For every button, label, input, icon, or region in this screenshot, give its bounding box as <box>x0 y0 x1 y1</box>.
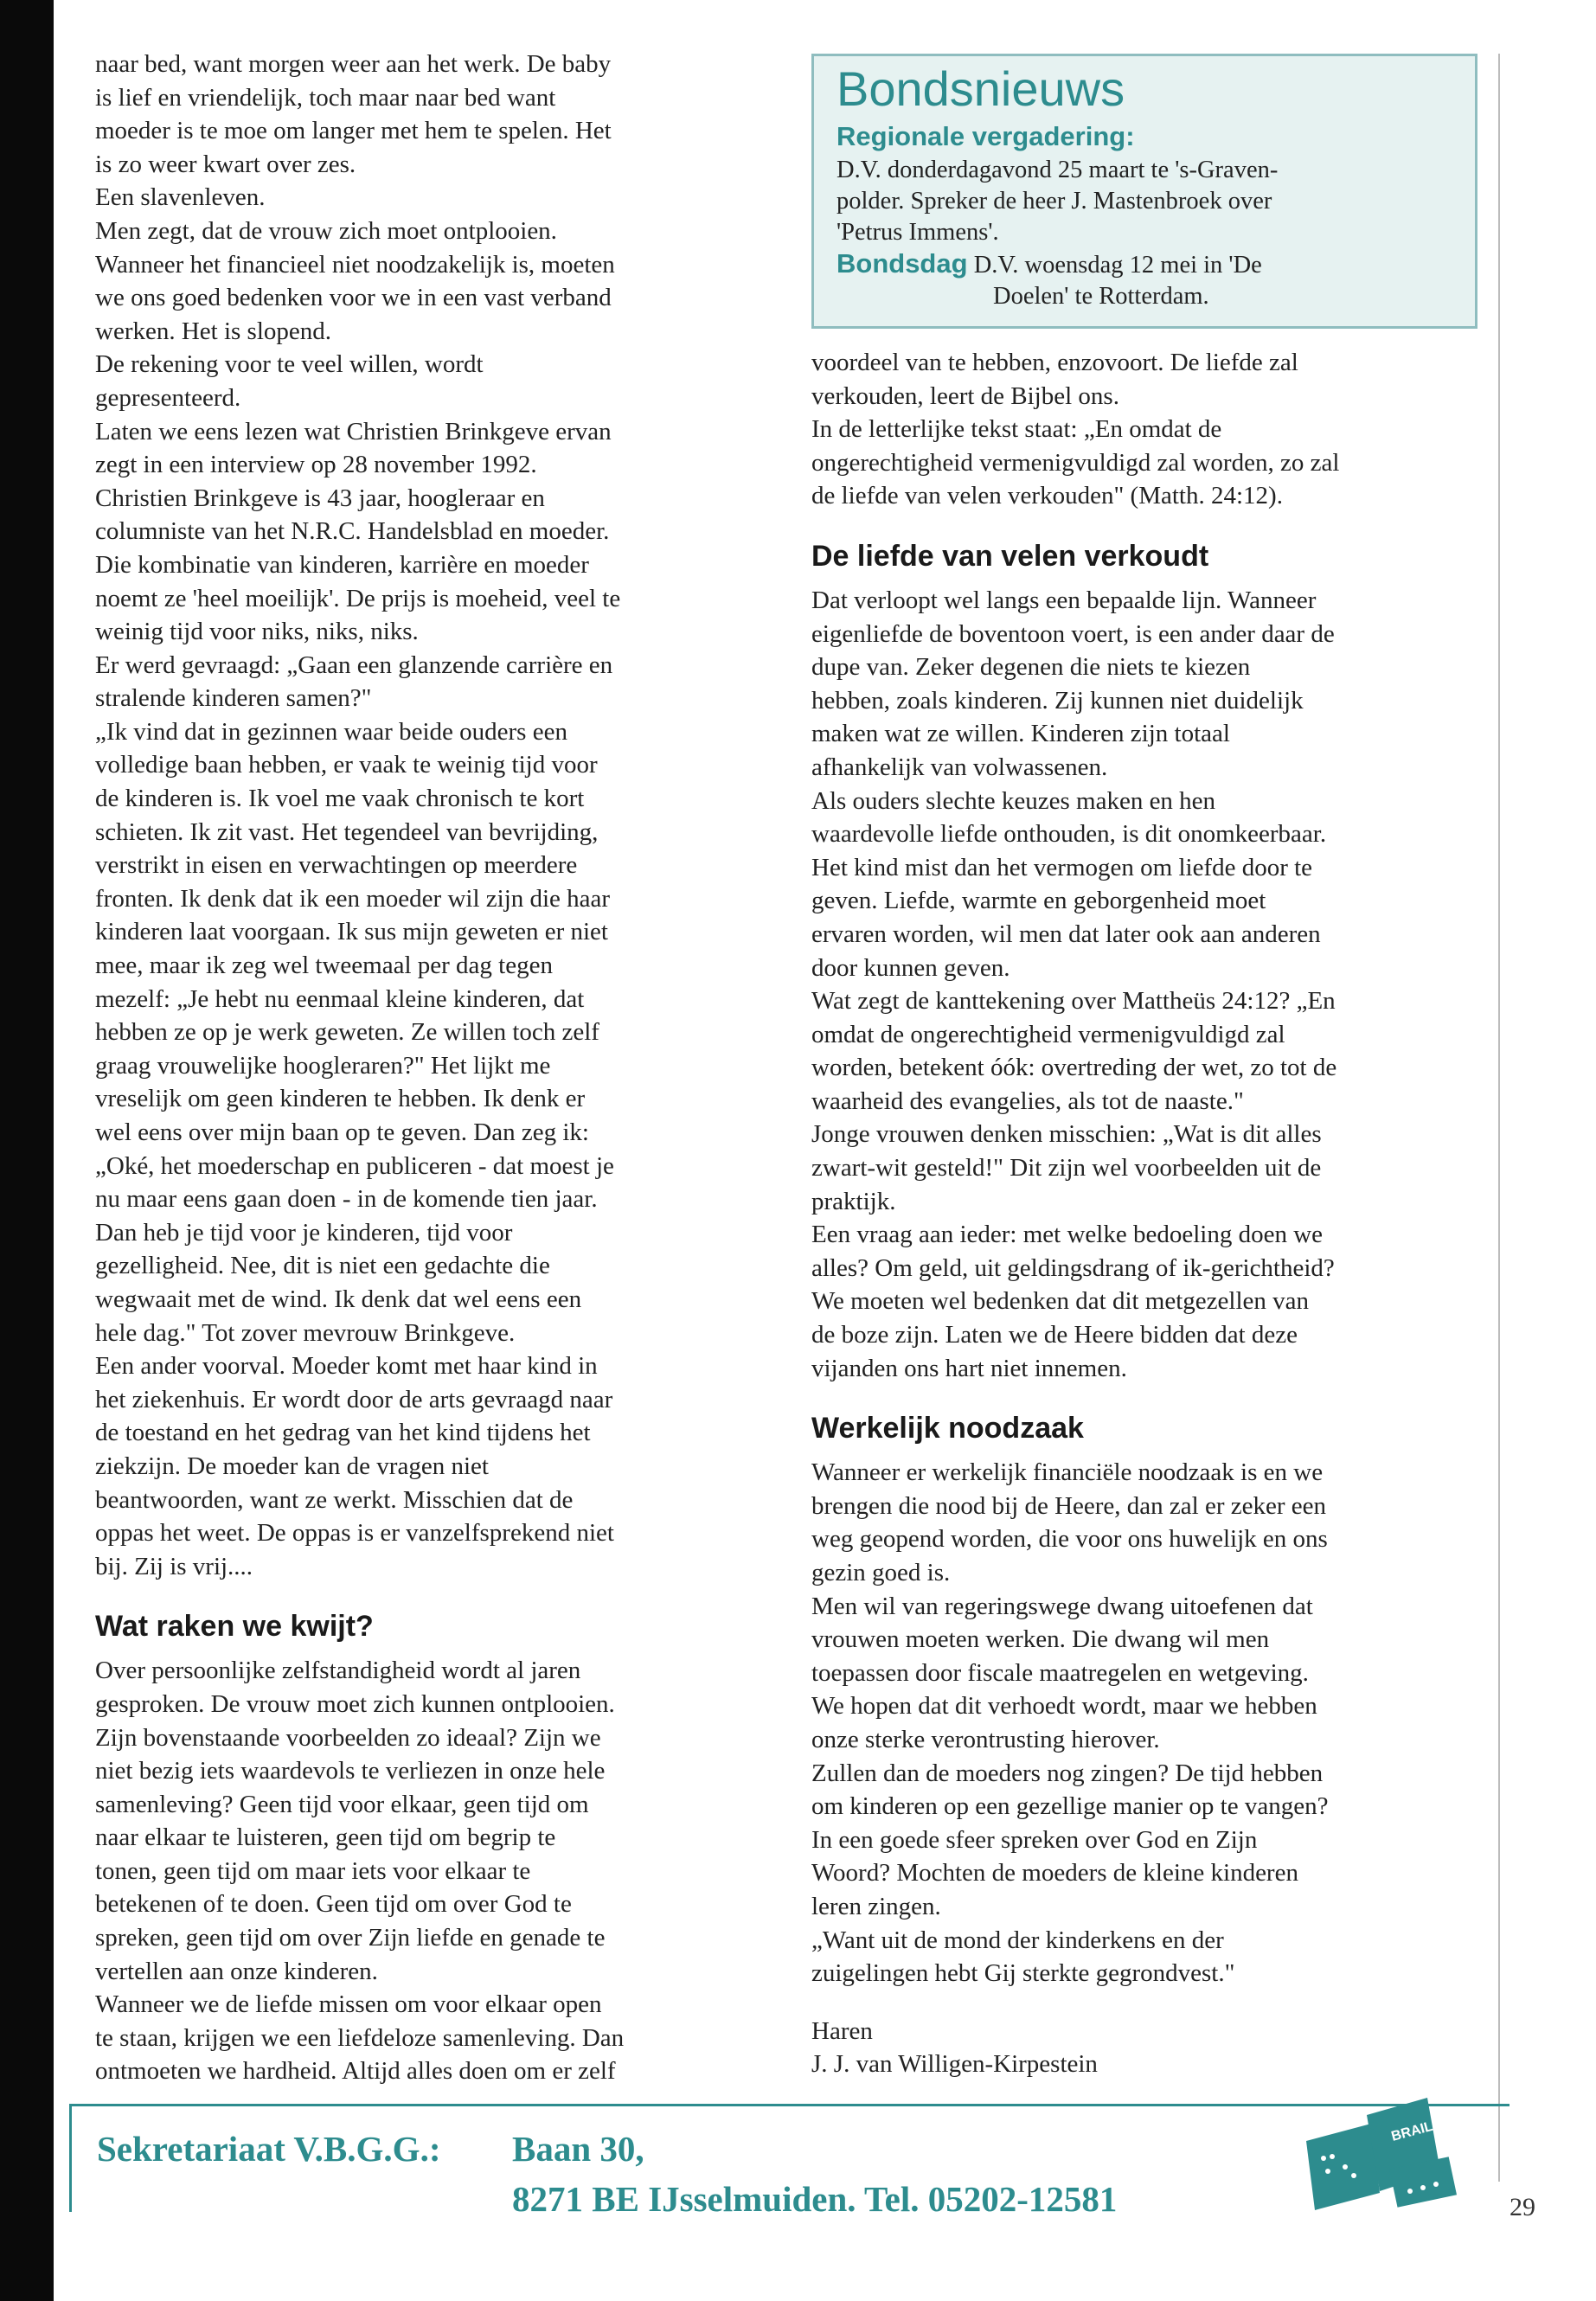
left-text-top <box>95 48 757 1583</box>
text-line: Het kind mist dan het vermogen om liefde door te <box>811 853 1313 881</box>
page-number: 29 <box>1509 2193 1535 2221</box>
text-line: volledige baan hebben, er vaak te weinig tijd voor <box>95 751 598 779</box>
text-line: afhankelijk van volwassenen. <box>811 753 1108 781</box>
bondsnieuws-title: Bondsnieuws <box>836 61 1125 116</box>
text-line: praktijk. <box>811 1187 896 1215</box>
text-line: Een vraag aan ieder: met welke bedoeling doen we <box>811 1221 1324 1249</box>
text-line: Zijn bovenstaande voorbeelden zo ideaal? Zijn we <box>95 1723 601 1752</box>
text-line: door kunnen geven. <box>811 953 1010 982</box>
text-line: worden, betekent óók: overtreding der wet, zo tot de <box>811 1054 1337 1082</box>
address-line-1: Baan 30, <box>512 2129 644 2169</box>
text-line: gezelligheid. Nee, dit is niet een gedachte die <box>95 1252 550 1280</box>
text-line: vertellen aan onze kinderen. <box>95 1957 378 1985</box>
bondsdag-line <box>836 248 1454 281</box>
text-line: zwart-wit gesteld!" Dit zijn wel voorbeelden uit de <box>811 1154 1322 1183</box>
text-line: Men zegt, dat de vrouw zich moet ontplooien. <box>95 216 557 245</box>
text-line: ongerechtigheid vermenigvuldigd zal worden, zo zal <box>811 448 1340 477</box>
heading-liefde-van-velen: De liefde van velen verkoudt <box>811 539 1209 573</box>
text-line: te staan, krijgen we een liefdeloze samenleving. Dan <box>95 2023 625 2052</box>
text-line: vrouwen moeten werken. Die dwang wil men <box>811 1625 1270 1654</box>
text-line: de liefde van velen verkouden" (Matth. 24:12). <box>811 482 1283 510</box>
text-line: toepassen door fiscale maatregelen en wetgeving. <box>811 1658 1309 1687</box>
text-line: „Ik vind dat in gezinnen waar beide ouders een <box>95 717 567 746</box>
text-line: onze sterke verontrusting hierover. <box>811 1725 1160 1753</box>
text-line: hebben, zoals kinderen. Zij kunnen niet duidelijk <box>811 686 1304 715</box>
text-line: alles? Om geld, uit geldingsdrang of ik-gerichtheid? <box>811 1253 1335 1282</box>
right-intro-text <box>811 346 1477 513</box>
text-line: om kinderen op een gezellige manier op te vangen? <box>811 1792 1329 1821</box>
text-line: We moeten wel bedenken dat dit metgezellen van <box>811 1287 1310 1316</box>
section-noodzaak-text <box>811 1456 1477 1990</box>
bondsnieuws-box <box>811 54 1477 329</box>
right-margin-rule <box>1498 54 1500 2182</box>
text-line: hele dag." Tot zover mevrouw Brinkgeve. <box>95 1318 516 1347</box>
text-line: betekenen of te doen. Geen tijd om over God te <box>95 1890 572 1919</box>
text-line: spreken, geen tijd om over Zijn liefde en genade te <box>95 1924 606 1952</box>
meeting-line: 'Petrus Immens'. <box>836 219 999 246</box>
text-line: zuigelingen hebt Gij sterkte gegrondvest." <box>811 1959 1235 1988</box>
text-line: mezelf: „Je hebt nu eenmaal kleine kinderen, dat <box>95 984 585 1013</box>
text-line: gezin goed is. <box>811 1559 951 1586</box>
text-line: Christien Brinkgeve is 43 jaar, hoogleraar en <box>95 484 545 512</box>
text-line: Men wil van regeringswege dwang uitoefenen dat <box>811 1592 1313 1620</box>
text-line: oppas het weet. De oppas is er vanzelfsprekend niet <box>95 1519 614 1548</box>
text-line: de boze zijn. Laten we de Heere bidden dat deze <box>811 1321 1298 1349</box>
text-line: beantwoorden, want ze werkt. Misschien dat de <box>95 1485 574 1514</box>
text-line: waarheid des evangelies, als tot de naaste." <box>811 1086 1244 1115</box>
text-line: Laten we eens lezen wat Christien Brinkgeve ervan <box>95 417 612 445</box>
meeting-line: polder. Spreker de heer J. Mastenbroek over <box>836 188 1272 215</box>
text-line: is lief en vriendelijk, toch maar naar bed want <box>95 83 556 112</box>
text-line: niet bezig iets waardevols te verliezen in onze hele <box>95 1757 606 1785</box>
text-line: nu maar eens gaan doen - in de komende tien jaar. <box>95 1185 598 1214</box>
text-line: Die kombinatie van kinderen, karrière en moeder <box>95 550 589 579</box>
text-line: columniste van het N.R.C. Handelsblad en moeder. <box>95 517 610 546</box>
text-line: het ziekenhuis. Er wordt door de arts gevraagd naar <box>95 1385 613 1413</box>
text-line: waardevolle liefde onthouden, is dit onomkeerbaar. <box>811 820 1327 849</box>
text-line: Wanneer er werkelijk financiële noodzaak is en we <box>811 1458 1324 1487</box>
text-line: ervaren worden, wil men dat later ook aan anderen <box>811 920 1321 948</box>
text-line: Over persoonlijke zelfstandigheid wordt al jaren <box>95 1657 581 1685</box>
meeting-line: D.V. donderdagavond 25 maart te 's-Graven- <box>836 157 1279 183</box>
footer-vertical-rule <box>69 2104 72 2212</box>
text-line: werken. Het is slopend. <box>95 317 332 345</box>
text-line: Er werd gevraagd: „Gaan een glanzende carrière en <box>95 651 613 679</box>
text-line: weinig tijd voor niks, niks, niks. <box>95 618 419 646</box>
braille-books-logo-icon <box>1289 2089 1462 2219</box>
secretariaat-label: Sekretariaat V.B.G.G.: <box>97 2129 441 2169</box>
text-line: is zo weer kwart over zes. <box>95 150 356 178</box>
text-line: Een ander voorval. Moeder komt met haar kind in <box>95 1352 598 1381</box>
text-line: Woord? Mochten de moeders de kleine kinderen <box>811 1859 1298 1888</box>
address-line-2: 8271 BE IJsselmuiden. Tel. 05202-12581 <box>512 2179 1118 2219</box>
text-line: zegt in een interview op 28 november 1992. <box>95 451 537 479</box>
text-line: leren zingen. <box>811 1892 941 1920</box>
text-line: we ons goed bedenken voor we in een vast verband <box>95 284 612 312</box>
text-line: mee, maar ik zeg wel tweemaal per dag tegen <box>95 952 553 980</box>
text-line: noemt ze 'heel moeilijk'. De prijs is moeheid, veel te <box>95 584 621 612</box>
text-line: wel eens over mijn baan op te geven. Dan zeg ik: <box>95 1118 589 1146</box>
text-line: brengen die nood bij de Heere, dan zal er zeker een <box>811 1491 1326 1520</box>
text-line: gepresenteerd. <box>95 383 241 412</box>
signature-name: J. J. van Willigen-Kirpestein <box>811 2050 1098 2079</box>
right-column <box>811 346 1477 2081</box>
text-line: dupe van. Zeker degenen die niets te kiezen <box>811 653 1251 682</box>
text-line: ziekzijn. De moeder kan de vragen niet <box>95 1452 489 1480</box>
text-line: verkouden, leert de Bijbel ons. <box>811 381 1119 410</box>
meeting-details <box>836 155 1454 248</box>
text-line: verstrikt in eisen en verwachtingen op meerdere <box>95 851 578 880</box>
text-line: Wat zegt de kanttekening over Mattheüs 24:12? „En <box>811 987 1336 1016</box>
text-line: Als ouders slechte keuzes maken en hen <box>811 786 1216 815</box>
bondsdag-line-2: Doelen' te Rotterdam. <box>993 283 1209 310</box>
text-line: geven. Liefde, warmte en geborgenheid moet <box>811 887 1266 915</box>
text-line: Wanneer we de liefde missen om voor elkaar open <box>95 1990 602 2019</box>
text-line: voordeel van te hebben, enzovoort. De liefde zal <box>811 349 1298 376</box>
text-line: Een slavenleven. <box>95 183 266 212</box>
text-line: naar bed, want morgen weer aan het werk. De baby <box>95 50 612 78</box>
text-line: de kinderen is. Ik voel me vaak chronisch te kort <box>95 785 585 813</box>
text-line: bij. Zij is vrij.... <box>95 1552 253 1580</box>
text-line: De rekening voor te veel willen, wordt <box>95 350 484 379</box>
section-liefde-text <box>811 584 1477 1385</box>
text-line: Zullen dan de moeders nog zingen? De tijd hebben <box>811 1759 1324 1787</box>
signature-place: Haren <box>811 2016 873 2045</box>
text-line: tonen, geen tijd om maar iets voor elkaar te <box>95 1856 531 1885</box>
text-line: gesproken. De vrouw moet zich kunnen ontplooien. <box>95 1689 615 1718</box>
heading-wat-raken-we-kwijt: Wat raken we kwijt? <box>95 1610 374 1644</box>
logo-text: BRAILLE <box>1389 2114 1452 2144</box>
text-line: naar elkaar te luisteren, geen tijd om begrip te <box>95 1823 556 1852</box>
text-line: de toestand en het gedrag van het kind tijdens het <box>95 1419 591 1447</box>
text-line: In de letterlijke tekst staat: „En omdat de <box>811 415 1222 444</box>
text-line: weg geopend worden, die voor ons huwelijk en ons <box>811 1525 1328 1554</box>
text-line: Wanneer het financieel niet noodzakelijk is, moeten <box>95 250 615 279</box>
text-line: samenleving? Geen tijd voor elkaar, geen tijd om <box>95 1790 589 1818</box>
text-line: hebben ze op je werk geweten. Ze willen toch zelf <box>95 1018 599 1047</box>
text-line: „Want uit de mond der kinderkens en der <box>811 1926 1224 1954</box>
bondsdag-label: Bondsdag <box>836 248 968 279</box>
left-text-bottom <box>95 1654 757 2088</box>
bondsdag-text: D.V. woensdag 12 mei in 'De <box>973 252 1262 279</box>
text-line: graag vrouwelijke hoogleraren?" Het lijkt me <box>95 1051 551 1080</box>
regionale-vergadering-heading: Regionale vergadering: <box>836 121 1135 151</box>
footer-address <box>97 2124 1117 2224</box>
text-line: Dat verloopt wel langs een bepaalde lijn. Wanneer <box>811 586 1317 614</box>
text-line: ontmoeten we hardheid. Altijd alles doen om er zelf <box>95 2057 616 2086</box>
text-line: eigenliefde de boventoon voert, is een ander daar de <box>811 619 1335 648</box>
text-line: fronten. Ik denk dat ik een moeder wil zijn die haar <box>95 884 611 913</box>
text-line: In een goede sfeer spreken over God en Zijn <box>811 1825 1258 1854</box>
text-line: vreselijk om geen kinderen te hebben. Ik denk er <box>95 1085 586 1113</box>
text-line: wegwaait met de wind. Ik denk dat wel eens een <box>95 1285 582 1313</box>
text-line: moeder is te moe om langer met hem te spelen. Het <box>95 117 612 145</box>
text-line: kinderen laat voorgaan. Ik sus mijn geweten er niet <box>95 918 608 946</box>
text-line: vijanden ons hart niet innemen. <box>811 1354 1127 1382</box>
text-line: We hopen dat dit verhoedt wordt, maar we hebben <box>811 1692 1317 1721</box>
text-line: „Oké, het moederschap en publiceren - dat moest je <box>95 1151 614 1180</box>
text-line: stralende kinderen samen?" <box>95 684 372 713</box>
text-line: omdat de ongerechtigheid vermenigvuldigd zal <box>811 1020 1285 1048</box>
text-line: Dan heb je tijd voor je kinderen, tijd voor <box>95 1218 513 1247</box>
text-line: Jonge vrouwen denken misschien: „Wat is dit alles <box>811 1120 1322 1149</box>
heading-werkelijk-noodzaak: Werkelijk noodzaak <box>811 1412 1084 1445</box>
page-spine-edge <box>0 0 54 2301</box>
text-line: maken wat ze willen. Kinderen zijn totaal <box>811 720 1230 748</box>
text-line: schieten. Ik zit vast. Het tegendeel van bevrijding, <box>95 817 599 846</box>
left-column <box>95 48 757 2088</box>
